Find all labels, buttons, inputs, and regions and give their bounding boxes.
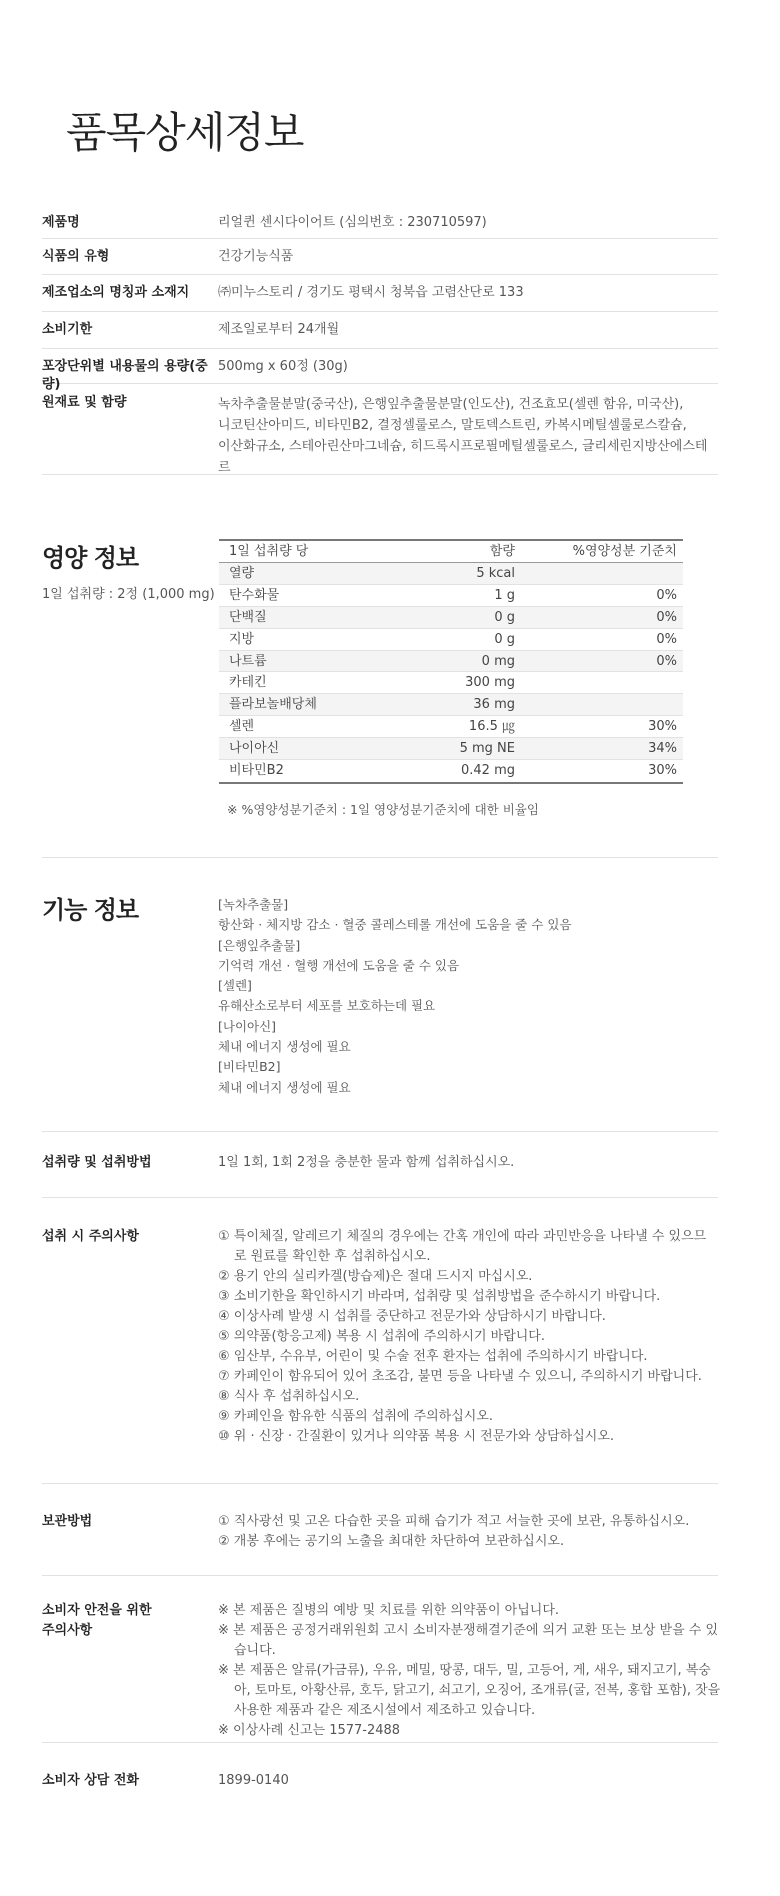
nutrient-name: 플라보놀배당체: [229, 697, 317, 713]
function-line: 체내 에너지 생성에 필요: [218, 1079, 351, 1095]
caution-item: ⑤ 의약품(항응고제) 복용 시 섭취에 주의하시기 바랍니다.: [218, 1329, 546, 1344]
function-line: [나이아신]: [218, 1018, 277, 1034]
safety-item: ※ 본 제품은 공정거래위원회 고시 소비자분쟁해결기준에 의거 교환 또는 보상 받을 수 있습니다.: [218, 1623, 719, 1658]
nutrient-percent: [519, 694, 683, 715]
info-label: 소비기한: [42, 322, 93, 337]
info-label: 원재료 및 함량: [42, 395, 127, 410]
consult-label: 소비자 상담 전화: [42, 1773, 139, 1788]
function-line: [비타민B2]: [218, 1059, 281, 1075]
ingredients-line: 니코틴산아미드, 비타민B2, 결정셀룰로스, 말토덱스트린, 카복시메틸셀룰로스칼슘,: [218, 418, 687, 433]
info-label: 제품명: [42, 215, 80, 230]
safety-label-line: 주의사항: [42, 1623, 93, 1638]
caution-item: ③ 소비기한을 확인하시기 바라며, 섭취량 및 섭취방법을 준수하시기 바랍니다.: [218, 1289, 661, 1304]
consult-phone: 1899-0140: [218, 1773, 289, 1788]
caution-item: ⑩ 위 · 신장 · 간질환이 있거나 의약품 복용 시 전문가와 상담하십시오.: [218, 1429, 615, 1444]
nutrient-name: 비타민B2: [229, 763, 284, 779]
nutrient-name: 단백질: [229, 609, 267, 625]
nutrient-percent: 0%: [656, 631, 677, 647]
section-divider: [42, 857, 718, 858]
section-divider: [42, 1575, 718, 1576]
nutrient-name: 나트륨: [229, 653, 267, 669]
function-line: 체내 에너지 생성에 필요: [218, 1039, 351, 1055]
ingredients-line: 녹차추출물분말(중국산), 은행잎추출물분말(인도산), 건조효모(셀렌 함유, 미국산),: [218, 397, 684, 412]
section-divider: [42, 1197, 718, 1198]
safety-list: [218, 1601, 723, 1741]
nutrition-row: [219, 716, 683, 738]
info-value: 500mg x 60정 (30g): [218, 359, 348, 374]
nutrient-percent: 0%: [656, 587, 677, 603]
function-line: 기억력 개선 · 혈행 개선에 도움을 줄 수 있음: [218, 957, 460, 973]
nutrition-note: ※ %영양성분기준치 : 1일 영양성분기준치에 대한 비율임: [227, 802, 539, 817]
nutrient-percent: 34%: [648, 741, 677, 757]
nutrient-name: 열량: [229, 566, 255, 581]
nutrition-row: [219, 585, 683, 607]
nutrient-name: 탄수화물: [229, 587, 280, 603]
cautions-label: 섭취 시 주의사항: [42, 1229, 139, 1244]
info-row-expiry: [42, 312, 718, 349]
safety-item: ※ 본 제품은 질병의 예방 및 치료를 위한 의약품이 아닙니다.: [218, 1603, 560, 1618]
info-row-product-name: [42, 202, 718, 239]
nutrient-amount: 0.42 mg: [461, 763, 515, 779]
caution-item: ⑦ 카페인이 함유되어 있어 초조감, 불면 등을 나타낼 수 있으니, 주의하시기 바랍니다.: [218, 1369, 702, 1384]
nutrient-amount: 300 mg: [465, 675, 515, 691]
caution-item: ② 용기 안의 실리카겔(방습제)은 절대 드시지 마십시오.: [218, 1269, 533, 1284]
nutrition-title: 영양 정보: [42, 544, 139, 572]
function-line: 유해산소로부터 세포를 보호하는데 필요: [218, 998, 436, 1014]
nutrient-amount: 16.5 ㎍: [468, 719, 515, 735]
function-line: [녹차추출물]: [218, 897, 289, 912]
page-title: 품목상세정보: [66, 108, 304, 157]
nutrition-row: [219, 672, 683, 694]
nutrition-row: [219, 738, 683, 760]
nutrient-amount: 1 g: [494, 587, 515, 603]
nutrition-row: [219, 651, 683, 673]
safety-item: ※ 이상사례 신고는 1577-2488: [218, 1723, 401, 1738]
nutrient-amount: 0 mg: [481, 653, 515, 669]
section-divider: [42, 1131, 718, 1132]
info-label: 포장단위별 내용물의 용량(중량): [42, 359, 208, 392]
nutrient-percent: [519, 672, 683, 693]
info-row-manufacturer: [42, 275, 718, 312]
nutrition-header-cell: 1일 섭취량 당: [229, 544, 309, 559]
storage-item: ② 개봉 후에는 공기의 노출을 최대한 차단하여 보관하십시오.: [218, 1534, 565, 1549]
nutrient-amount: 5 mg NE: [459, 741, 515, 757]
info-value: ㈜미누스토리 / 경기도 평택시 청북읍 고렴산단로 133: [218, 285, 524, 300]
nutrition-header-row: [219, 541, 683, 563]
function-line: 항산화 · 체지방 감소 · 혈중 콜레스테롤 개선에 도움을 줄 수 있음: [218, 917, 572, 933]
nutrient-percent: 0%: [656, 609, 677, 625]
caution-item: ⑨ 카페인을 함유한 식품의 섭취에 주의하십시오.: [218, 1409, 494, 1424]
intake-label: 섭취량 및 섭취방법: [42, 1155, 152, 1170]
nutrition-header-cell: %영양성분 기준치: [572, 544, 677, 559]
nutrition-header-cell: 함량: [489, 544, 515, 559]
function-line: [은행잎추출물]: [218, 937, 301, 953]
nutrient-percent: 30%: [648, 763, 677, 779]
nutrient-amount: 0 g: [494, 609, 515, 625]
info-value: 리얼퀸 센시다이어트 (심의번호 : 230710597): [218, 215, 487, 230]
nutrition-row: [219, 694, 683, 716]
nutrient-name: 나이아신: [229, 741, 280, 757]
caution-item: ④ 이상사례 발생 시 섭취를 중단하고 전문가와 상담하시기 바랍니다.: [218, 1309, 606, 1324]
info-row-ingredients: [42, 384, 718, 475]
info-label: 식품의 유형: [42, 249, 110, 264]
info-row-food-type: [42, 239, 718, 275]
nutrient-amount: 36 mg: [473, 697, 515, 713]
nutrition-row: [219, 563, 683, 585]
product-info-table: [42, 202, 718, 475]
info-value-ingredients: [218, 394, 718, 474]
nutrient-percent: 0%: [656, 653, 677, 669]
storage-list: [218, 1512, 728, 1552]
caution-item: ⑧ 식사 후 섭취하십시오.: [218, 1389, 360, 1404]
nutrition-table: [219, 539, 683, 784]
info-value: 제조일로부터 24개월: [218, 322, 340, 337]
safety-item: ※ 본 제품은 알류(가금류), 우유, 메밀, 땅콩, 대두, 밀, 고등어, 게, 새우, 돼지고기, 복숭아, 토마토, 아황산류, 호두, 닭고기, 쇠고기, 오징어, 조개류(굴, 전복, 홍합 포함), 잣을 사용한 제품과 같은 제조시설에서 제조하고 있습니다.: [218, 1663, 721, 1718]
storage-item: ① 직사광선 및 고온 다습한 곳을 피해 습기가 적고 서늘한 곳에 보관, 유통하십시오.: [218, 1514, 690, 1529]
cautions-list: [218, 1227, 718, 1447]
nutrient-percent: 30%: [648, 719, 677, 735]
nutrient-name: 지방: [229, 631, 255, 647]
info-label: 제조업소의 명칭과 소재지: [42, 285, 190, 300]
nutrition-row: [219, 607, 683, 629]
section-divider: [42, 1483, 718, 1484]
safety-label: [42, 1601, 152, 1641]
storage-label: 보관방법: [42, 1514, 93, 1529]
safety-label-line: 소비자 안전을 위한: [42, 1603, 152, 1618]
function-line: [셀렌]: [218, 978, 252, 994]
nutrient-amount: 5 kcal: [476, 566, 515, 581]
caution-item: ① 특이체질, 알레르기 체질의 경우에는 간혹 개인에 따라 과민반응을 나타낼 수 있으므로 원료를 확인한 후 섭취하십시오.: [218, 1229, 707, 1264]
nutrient-amount: 0 g: [494, 631, 515, 647]
nutrient-percent: [519, 563, 683, 584]
function-list: [218, 895, 572, 1098]
intake-value: 1일 1회, 1회 2정을 충분한 물과 함께 섭취하십시오.: [218, 1155, 515, 1170]
caution-item: ⑥ 임산부, 수유부, 어린이 및 수술 전후 환자는 섭취에 주의하시기 바랍니다.: [218, 1349, 648, 1364]
ingredients-line: 이산화규소, 스테아린산마그네슘, 히드록시프로필메틸셀룰로스, 글리세린지방산에스테르: [218, 439, 708, 475]
nutrition-row: [219, 629, 683, 651]
nutrition-serving: 1일 섭취량 : 2정 (1,000 mg): [42, 587, 215, 602]
nutrient-name: 카테킨: [229, 675, 267, 691]
nutrition-row: [219, 760, 683, 782]
info-value: 건강기능식품: [218, 249, 294, 264]
function-title: 기능 정보: [42, 896, 139, 924]
section-divider: [42, 1742, 718, 1743]
nutrient-name: 셀렌: [229, 719, 255, 735]
info-row-capacity: [42, 349, 718, 392]
